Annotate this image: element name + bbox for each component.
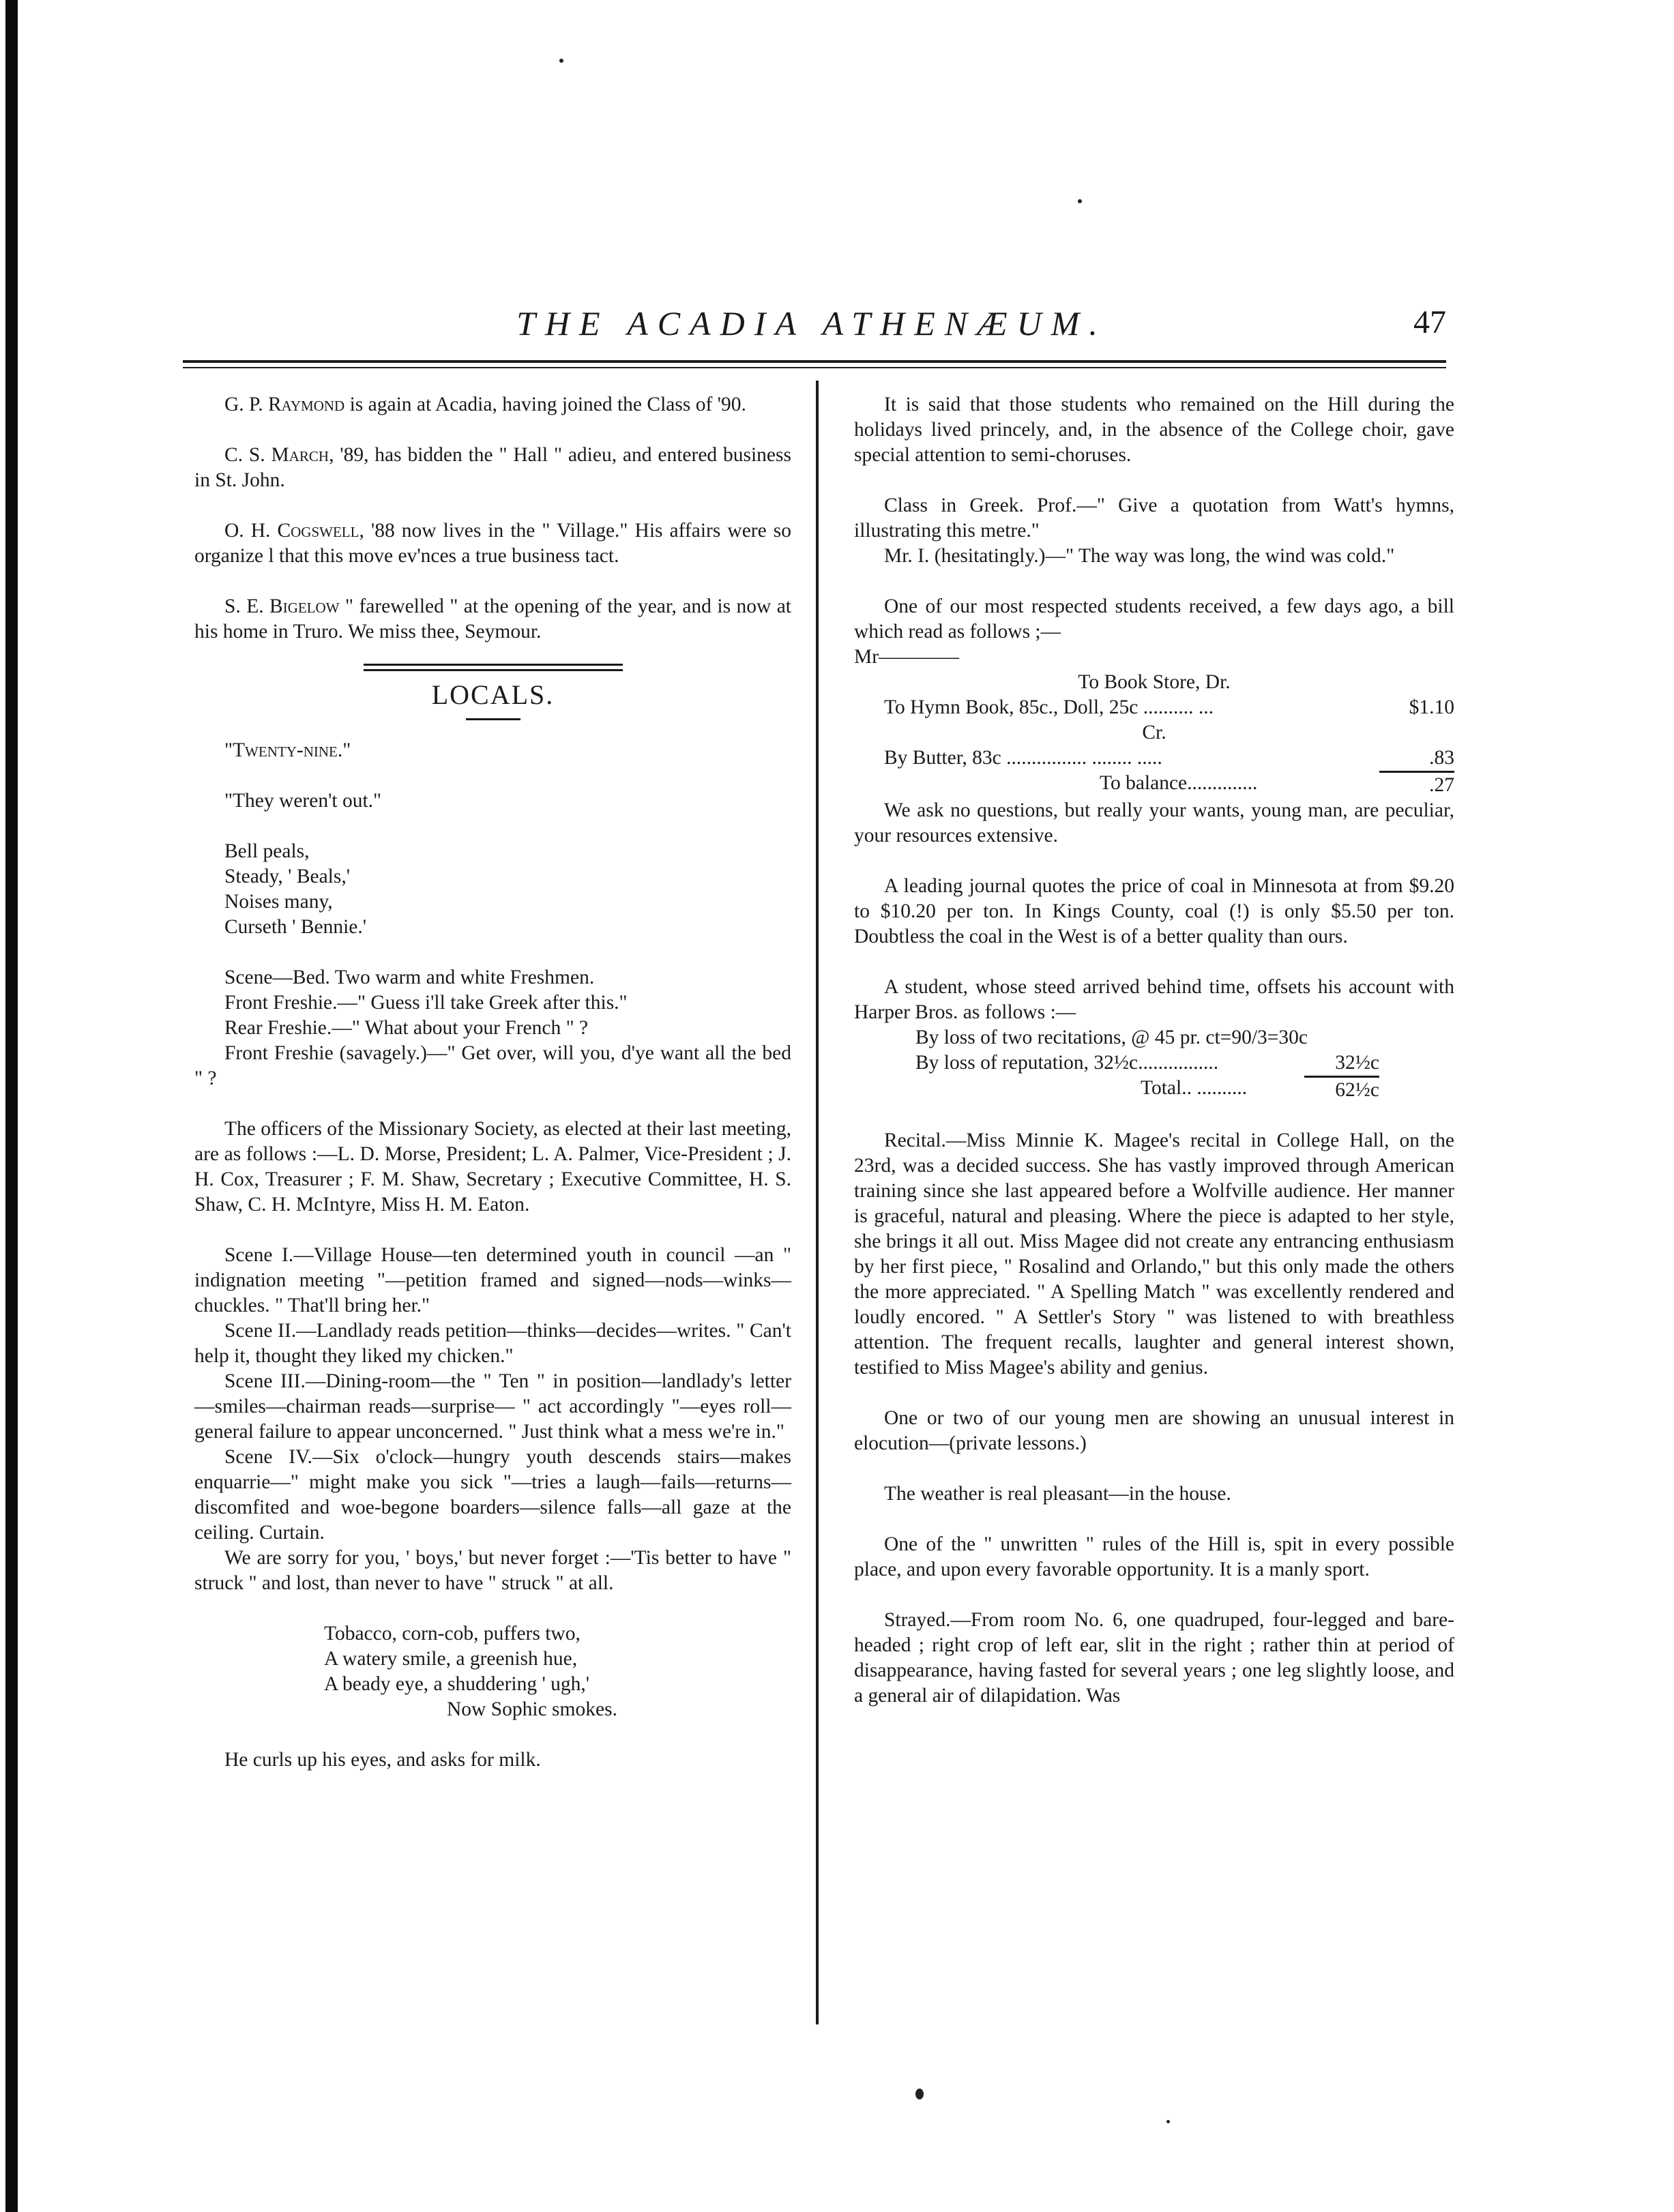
greek-class xyxy=(854,493,1454,569)
bill-amount: .83 xyxy=(1429,747,1454,769)
bill-amount: .27 xyxy=(1379,771,1454,798)
left-column xyxy=(194,392,791,1773)
verse-line: Tobacco, corn-cob, puffers two, xyxy=(324,1623,581,1645)
bill-amount: $1.10 xyxy=(1409,696,1454,718)
section-double-rule xyxy=(364,664,623,671)
verse-line: Noises many, xyxy=(224,891,333,913)
bill-row xyxy=(854,771,1454,798)
verse-line: Curseth ' Bennie.' xyxy=(224,916,367,938)
scene-line: Rear Freshie.—" What about your French " ? xyxy=(224,1017,589,1039)
account-amount: 62½c xyxy=(1304,1076,1379,1103)
personal-item xyxy=(194,392,791,417)
account-row xyxy=(854,1076,1454,1103)
local-item: The weather is real pleasant—in the house. xyxy=(884,1483,1231,1505)
dialogue-line: Mr. I. (hesitatingly.)—" The way was long, the wind was cold." xyxy=(884,545,1395,567)
bill-store: To Book Store, Dr. xyxy=(1078,671,1231,693)
recital-notice: Recital.—Miss Minnie K. Magee's recital in College Hall, on the 23rd, was a decided success. She has vastly improved through American training since she last appeared before a Wolfville audience. Her manner is graceful, natural and pleasing. Where the piece is adapted to her style, she brings it all out. Miss Magee did not create any entrancing enthusiasm by her first piece, " Rosalind and Orlando," but this only made the others the more appreciated. " A Spelling Match " was excellently rendered and loudly encored. " A Settler's Story " was listened to with breathless attention. The frequent recalls, laughter and general interest shown, testified to Miss Magee's ability and genius. xyxy=(854,1130,1454,1378)
bill-credit: Cr. xyxy=(1142,722,1166,743)
bill-intro: One of our most respected students received, a few days ago, a bill which read as follows ;— xyxy=(854,595,1454,643)
account-line: By loss of two recitations, @ 45 pr. ct=90/3=30c xyxy=(915,1027,1308,1048)
verse-line: A beady eye, a shuddering ' ugh,' xyxy=(324,1673,590,1695)
account-amount: 32½c xyxy=(1335,1052,1379,1074)
column-divider xyxy=(816,381,819,2024)
page-number: 47 xyxy=(1413,304,1446,340)
personal-text: is again at Acadia, having joined the Class of '90. xyxy=(344,394,746,415)
right-column xyxy=(854,392,1454,1709)
book-store-bill xyxy=(854,645,1454,798)
scene-line: Front Freshie (savagely.)—" Get over, will you, d'ye want all the bed " ? xyxy=(194,1042,791,1089)
local-item: It is said that those students who remained on the Hill during the holidays lived princely, and, in the absence of the College choir, gave special attention to semi-choruses. xyxy=(854,394,1454,466)
verse-line: A watery smile, a greenish hue, xyxy=(324,1648,578,1670)
personal-item xyxy=(194,518,791,569)
scene-line: Front Freshie.—" Guess i'll take Greek after this." xyxy=(224,992,628,1014)
scene-paragraph: Scene II.—Landlady reads petition—thinks—decides—writes. " Can't help it, thought they liked my chicken." xyxy=(194,1320,791,1367)
personal-item xyxy=(194,443,791,493)
personal-text: , '88 now lives in the " Village." His affairs were so organize l that this move ev'nces a true business tact. xyxy=(194,520,791,567)
ink-speck xyxy=(1166,2120,1170,2123)
scene-paragraph: Scene I.—Village House—ten determined youth in council —an " indignation meeting "—petition framed and signed—nods—winks—chuckles. " That'll bring her." xyxy=(194,1244,791,1316)
local-item: One or two of our young men are showing an unusual interest in elocution—(private lessons.) xyxy=(854,1407,1454,1454)
steed-intro: A student, whose steed arrived behind time, offsets his account with Harper Bros. as follows :— xyxy=(854,976,1454,1023)
heading-rule xyxy=(466,718,520,720)
scene-paragraph: Scene III.—Dining-room—the " Ten " in position—landlady's letter—smiles—chairman reads—surprise— " act accordingly "—eyes roll—general failure to appear unconcerned. " Just think what a mess we're in." xyxy=(194,1370,791,1443)
ink-speck xyxy=(559,59,563,63)
header-rule-top xyxy=(183,360,1446,363)
running-title: THE ACADIA ATHENÆUM. xyxy=(516,304,1107,342)
verse-line: Steady, ' Beals,' xyxy=(224,866,351,887)
bill-label: By Butter, 83c ................ ........ ..... xyxy=(884,747,1162,769)
dialogue-line: Class in Greek. Prof.—" Give a quotation from Watt's hymns, illustrating this metre." xyxy=(854,495,1454,542)
steed-account xyxy=(854,1025,1454,1103)
bill-salutation: Mr———— xyxy=(854,646,960,668)
personal-name: S. E. Bigelow xyxy=(224,595,340,617)
local-item: "Twenty-nine." xyxy=(224,739,351,761)
bill-row xyxy=(854,695,1454,720)
bell-verse xyxy=(194,839,791,940)
personal-text: " farewelled " at the opening of the year, and is now at his home in Truro. We miss thee, Seymour. xyxy=(194,595,792,643)
bill-label: To balance.............. xyxy=(1100,772,1258,794)
personal-name: C. S. March xyxy=(224,444,329,466)
bill-comment: We ask no questions, but really your wants, young man, are peculiar, your resources extensive. xyxy=(854,799,1454,846)
bill-row xyxy=(854,746,1454,771)
strayed-notice: Strayed.—From room No. 6, one quadruped, four-legged and bare-headed ; right crop of left ear, slit in the right ; rather thin at period of disappearance, having fasted for several years ; one leg slightly loose, and a general air of dilapidation. Was xyxy=(854,1609,1454,1707)
verse-line: Now Sophic smokes. xyxy=(447,1698,617,1720)
ink-speck xyxy=(1078,199,1082,203)
local-item: One of the " unwritten " rules of the Hill is, spit in every possible place, and upon every favorable opportunity. It is a manly sport. xyxy=(854,1533,1454,1580)
page-spine-edge xyxy=(5,0,18,2212)
missionary-notice: The officers of the Missionary Society, as elected at their last meeting, are as follows :—L. D. Morse, President; L. A. Palmer, Vice-President ; J. H. Cox, Treasurer ; F. M. Shaw, Secretary ; Executive Committee, H. S. Shaw, C. H. McIntyre, Miss H. M. Eaton. xyxy=(194,1118,791,1215)
scene-line: Scene—Bed. Two warm and white Freshmen. xyxy=(224,967,595,988)
locals-heading: LOCALS. xyxy=(431,679,555,710)
account-row xyxy=(854,1050,1454,1076)
scene-paragraph: Scene IV.—Six o'clock—hungry youth descends stairs—makes enquarrie—" might make you sick "—tries a laugh—fails—returns—discomfited and woe-begone boarders—silence falls—all gaze at the ceiling. Curtain. xyxy=(194,1446,791,1544)
personal-name: O. H. Cogswell xyxy=(224,520,359,542)
scene-paragraph: We are sorry for you, ' boys,' but never forget :—'Tis better to have " struck " and lost, than never to have " struck " at all. xyxy=(194,1547,791,1594)
ink-speck xyxy=(915,2089,924,2099)
local-item: He curls up his eyes, and asks for milk. xyxy=(224,1749,541,1771)
local-item: "They weren't out." xyxy=(224,790,382,812)
personal-name: G. P. Raymond xyxy=(224,394,345,415)
scene-bed xyxy=(194,965,791,1091)
page-header xyxy=(177,304,1446,351)
local-item: A leading journal quotes the price of coal in Minnesota at from $9.20 to $10.20 per ton. In Kings County, coal (!) is only $5.50 per ton. Doubtless the coal in the West is of a better quality than ours. xyxy=(854,875,1454,947)
bill-label: To Hymn Book, 85c., Doll, 25c .......... ... xyxy=(884,696,1214,718)
tobacco-verse xyxy=(194,1621,791,1722)
account-label: By loss of reputation, 32½c................ xyxy=(915,1052,1219,1074)
verse-line: Bell peals, xyxy=(224,840,310,862)
personal-item xyxy=(194,594,791,645)
account-label: Total.. .......... xyxy=(1141,1077,1248,1099)
header-rule-bottom xyxy=(183,367,1446,368)
scenes-story xyxy=(194,1243,791,1596)
personal-text: , '89, has bidden the " Hall " adieu, and entered business in St. John. xyxy=(194,444,791,491)
